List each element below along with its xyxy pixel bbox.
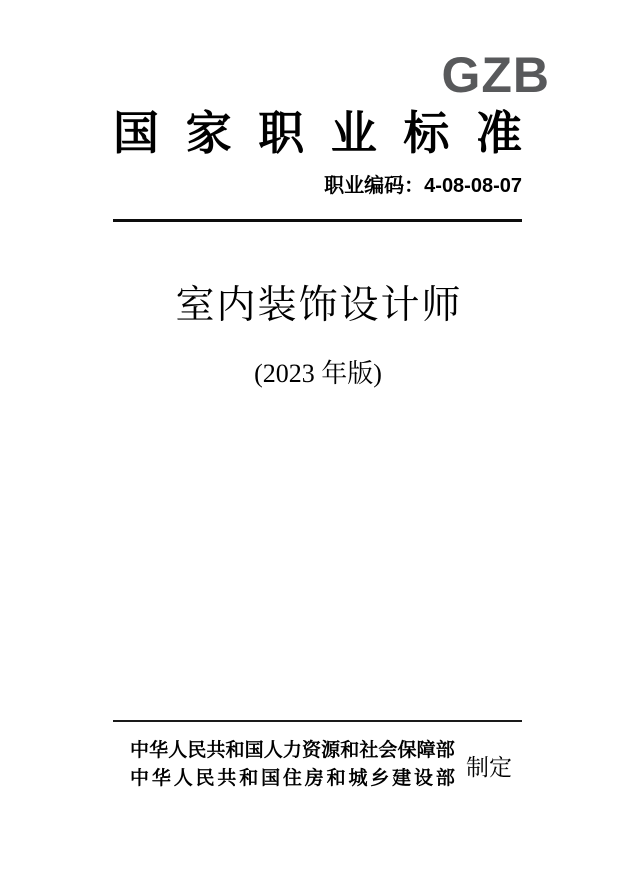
header-rule bbox=[113, 219, 522, 222]
issuing-ministries bbox=[130, 737, 455, 793]
edition-label: (2023 年版) bbox=[254, 359, 382, 388]
ministry-line-mohrss: 中 华 人 民 共 和 国 人 力 资 源 和 社 会 保 障 部 bbox=[130, 740, 455, 761]
issuer-action: 制定 bbox=[466, 754, 512, 780]
series-title: 国 家 职 业 标 准 bbox=[113, 108, 522, 159]
document-title: 室内装饰设计师 bbox=[175, 284, 463, 327]
footer-rule bbox=[113, 720, 522, 722]
occupation-code: 职业编码：4-08-08-07 bbox=[324, 175, 522, 197]
gzb-logo: GZB bbox=[441, 47, 550, 103]
ministry-line-mohurd: 中 华 人 民 共 和 国 住 房 和 城 乡 建 设 部 bbox=[130, 768, 455, 789]
